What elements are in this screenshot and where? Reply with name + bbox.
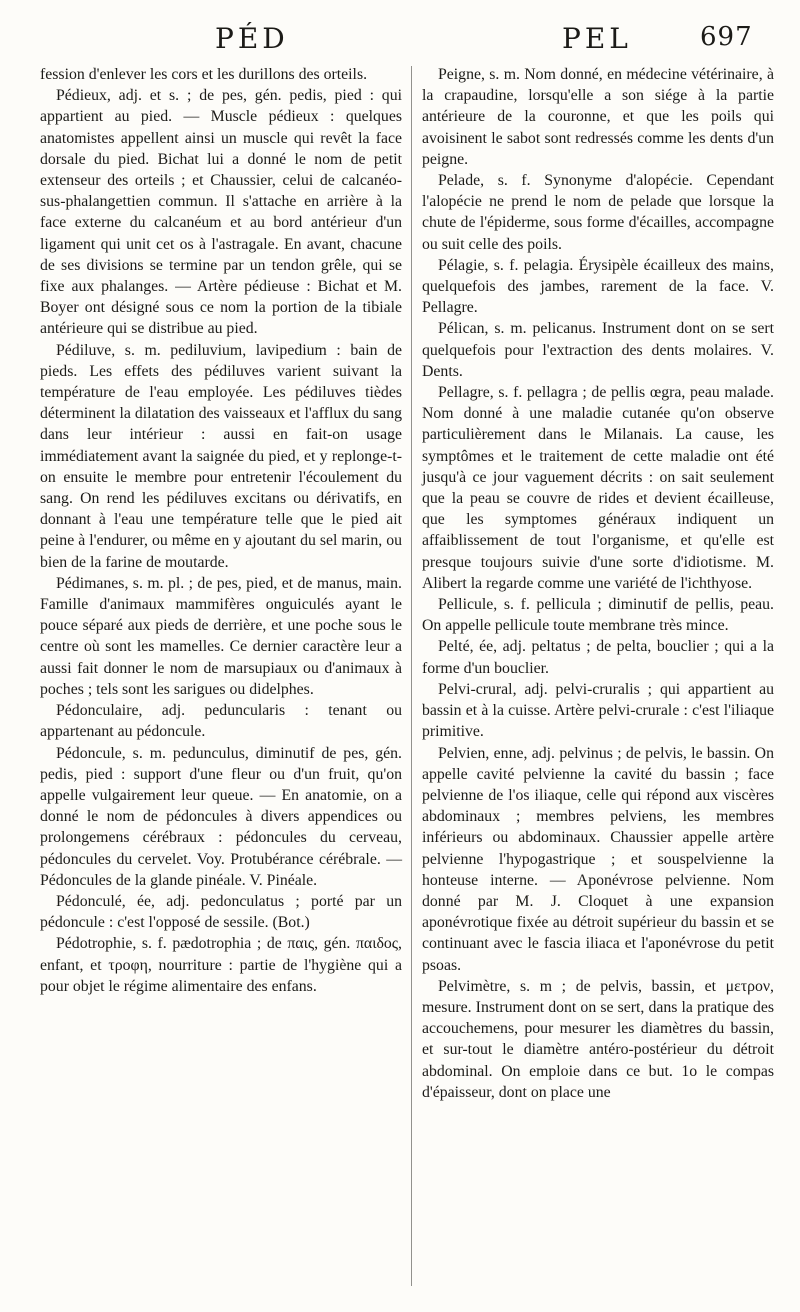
entry-pedonculaire: Pédonculaire, adj. peduncularis : tenant ou appartenant au pédoncule. <box>40 702 402 741</box>
entry-pelvimetre: Pelvimètre, s. m ; de pelvis, bassin, et μετρον, mesure. Instrument dont on se sert, dans la pratique des accouchemens, pour mesurer les diamètres du bassin, et sur-tout le diamètre antéro-postérieur du détroit abdominal. On emploie dans ce but. 1o le compas d'épaisseur, dont on place une <box>422 977 774 1101</box>
entry-pedotrophie: Pédotrophie, s. f. pædotrophia ; de παις, gén. παιδος, enfant, et τροφη, nourriture : partie de l'hygiène qui a pour objet le régime alimentaire des enfans. <box>40 935 402 995</box>
entry-pedimanes: Pédimanes, s. m. pl. ; de pes, pied, et de manus, main. Famille d'animaux mammifères onguiculés ayant le pouce séparé aux pieds de derrière, et une poche sous le centre où sont les mamelles. Ce dernier caractère leur a aussi fait donner le nom de marsupiaux ou d'animaux à poches ; tels sont les sarigues ou didelphes. <box>40 574 402 698</box>
entry-peigne: Peigne, s. m. Nom donné, en médecine vétérinaire, à la crapaudine, lorsqu'elle a son siége à la partie antérieure de la couronne, et que les poils qui avoisinent le sabot sont redressés comme les dents d'un peigne. <box>422 66 774 168</box>
entry-pellagre: Pellagre, s. f. pellagra ; de pellis œgra, peau malade. Nom donné à une maladie cutanée qu'on observe particulièrement dans le Milanais. La cause, les symptômes et le traitement de cette maladie ont été jusqu'à ce jour vaguement décrits : on sait seulement que la peau se couvre de rides et devient écailleuse, que les symptomes généraux indiquent un affaiblissement de tout l'organisme, et qu'elle est presque toujours suivie d'une sorte d'idiotisme. M. Alibert la regarde comme une variété de l'ichthyose. <box>422 384 774 592</box>
running-head-right: PEL <box>562 22 632 55</box>
entry-pelade: Pelade, s. f. Synonyme d'alopécie. Cependant l'alopécie ne prend le nom de pelade que lorsque la chute de l'épiderme, sous forme d'écailles, accompagne ou suit celle des poils. <box>422 172 774 253</box>
entry-pedoncule-ee: Pédonculé, ée, adj. pedonculatus ; porté par un pédoncule : c'est l'opposé de sessile. (Bot.) <box>40 892 402 932</box>
entry-continuation: fession d'enlever les cors et les durillons des orteils. <box>40 66 368 83</box>
page-number: 697 <box>700 22 753 52</box>
entry-pediluve: Pédiluve, s. m. pediluvium, lavipedium : bain de pieds. Les effets des pédiluves varient suivant la température de l'eau employée. Les pédiluves tièdes déterminent la dilatation des vaisseaux et l'afflux du sang dans leur intérieur : aussi en fait-on usage immédiatement avant la saignée du pied, et y replonge-t-on ensuite le membre pour entretenir l'écoulement du sang. On rend les pédiluves excitans ou dérivatifs, en donnant à l'eau une température telle que le pied ait peine à l'endurer, ou même en y ajoutant du sel marin, ou bien de la farine de moutarde. <box>40 341 402 571</box>
entry-pelte: Pelté, ée, adj. peltatus ; de pelta, bouclier ; qui a la forme d'un bouclier. <box>422 638 774 677</box>
entry-pelvi-crural: Pelvi-crural, adj. pelvi-cruralis ; qui appartient au bassin et à la cuisse. Artère pelvi-crurale : c'est l'iliaque primitive. <box>422 680 774 741</box>
entry-pelvien: Pelvien, enne, adj. pelvinus ; de pelvis, le bassin. On appelle cavité pelvienne la cavité du bassin ; face pelvienne de l'os iliaque, celle qui répond aux viscères abdominaux ; membres pelviens, les membres inférieurs ou abdominaux. Chaussier appelle artère pelvienne l'hypogastrique ; et souspelvienne la honteuse interne. — Aponévrose pelvienne. Nom donné par M. J. Cloquet à une expansion aponévrotique fixée au détroit supérieur du bassin et se continuant avec le fascia iliaca et l'aponévrose du petit psoas. <box>422 744 774 974</box>
running-head <box>0 22 800 62</box>
entry-pelagie: Pélagie, s. f. pelagia. Érysipèle écailleux des mains, quelquefois des jambes, rarement de la face. V. Pellagre. <box>422 256 774 317</box>
entry-pelican: Pélican, s. m. pelicanus. Instrument dont on se sert quelquefois pour l'extraction des dents molaires. V. Dents. <box>422 320 774 380</box>
column-divider <box>411 66 412 1286</box>
right-column <box>422 64 774 1103</box>
running-head-left: PÉD <box>215 22 289 55</box>
entry-pedoncule: Pédoncule, s. m. pedunculus, diminutif de pes, gén. pedis, pied : support d'une fleur ou d'un fruit, qu'on appelle vulgairement leur queue. — En anatomie, on a donné le nom de pédoncules à divers appendices ou prolongemens cérébraux : pédoncules du cerveau, pédoncules du cervelet. Voy. Protubérance cérébrale. — Pédoncules de la glande pinéale. V. Pinéale. <box>40 744 402 889</box>
entry-pellicule: Pellicule, s. f. pellicula ; diminutif de pellis, peau. On appelle pellicule toute membrane très mince. <box>422 596 774 635</box>
left-column <box>40 64 402 997</box>
entry-pedieux: Pédieux, adj. et s. ; de pes, gén. pedis, pied : qui appartient au pied. — Muscle pédieux : quelques anatomistes appellent ainsi un muscle qui revêt la face dorsale du pied. Bichat lui a donné le nom de petit extenseur des orteils ; et Chaussier, celui de calcanéo-sus-phalangettien commun. Il s'attache en arrière à la face externe du calcanéum et au bord antérieur d'un ligament qui unit cet os à l'astragale. En avant, chacune de ses divisions se termine par un tendon grêle, qui se fixe aux phalanges. — Artère pédieuse : Bichat et M. Boyer ont désigné sous ce nom la portion de la tibiale antérieure qui se distribue au pied. <box>40 87 402 338</box>
